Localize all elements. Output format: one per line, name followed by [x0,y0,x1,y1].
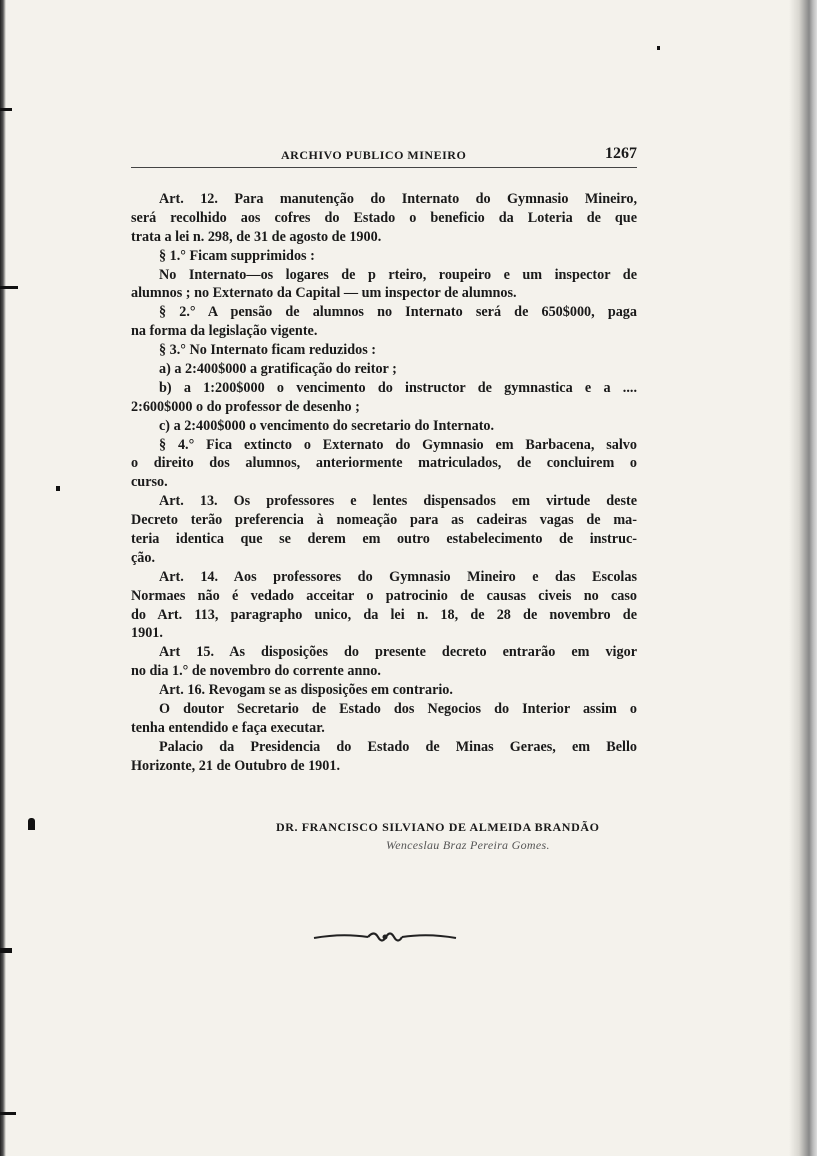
text-line: 2:600$000 o do professor de desenho ; [131,398,360,415]
text-line: ção. [131,549,156,566]
text-line: Decreto terão preferencia à nomeação para as cadeiras vagas de ma- [131,512,637,529]
scan-mark [0,1112,16,1115]
scan-mark [28,818,35,830]
text-line: curso. [131,474,168,491]
text-line: b) a 1:200$000 o vencimento do instructor de gymnastica e a .... [159,379,637,396]
signature-secondary: Wenceslau Braz Pereira Gomes. [386,838,550,852]
scan-mark [0,948,12,953]
body-text [131,190,637,776]
text-line: tenha entendido e faça executar. [131,719,325,736]
text-line: Art. 14. Aos professores do Gymnasio Mineiro e das Escolas [159,568,637,585]
scan-mark [657,46,660,50]
scan-right-edge [789,0,817,1156]
end-ornament-icon [312,926,458,948]
text-line: Palacio da Presidencia do Estado de Minas Geraes, em Bello [159,738,637,755]
text-line: 1901. [131,625,163,642]
text-line: Art. 12. Para manutenção do Internato do Gymnasio Mineiro, [159,191,637,207]
header-rule [131,167,637,168]
header-title: ARCHIVO PUBLICO MINEIRO [281,148,467,162]
text-line: trata a lei n. 298, de 31 de agosto de 1900. [131,228,382,245]
text-line: § 2.° A pensão de alumnos no Internato será de 650$000, paga [159,304,637,321]
text-line: Art. 13. Os professores e lentes dispensados em virtude deste [159,493,637,510]
text-line: § 4.° Fica extincto o Externato do Gymnasio em Barbacena, salvo [159,436,637,453]
text-line: Horizonte, 21 de Outubro de 1901. [131,757,341,774]
scan-left-edge [0,0,6,1156]
scan-mark [0,108,12,111]
scan-mark [56,486,60,491]
text-line: alumnos ; no Externato da Capital — um inspector de alumnos. [131,285,517,302]
text-line: teria identica que se derem em outro estabelecimento de instruc- [131,531,637,548]
text-line: na forma da legislação vigente. [131,323,318,340]
scan-mark [0,286,18,289]
text-line: § 1.° Ficam supprimidos : [159,247,315,264]
text-line: No Internato—os logares de p rteiro, roupeiro e um inspector de [159,266,637,283]
text-line: será recolhido aos cofres do Estado o beneficio da Loteria de que [131,209,637,226]
text-line: c) a 2:400$000 o vencimento do secretario do Internato. [159,417,495,434]
text-line: a) a 2:400$000 a gratificação do reitor ; [159,361,397,378]
text-line: do Art. 113, paragrapho unico, da lei n. 18, de 28 de novembro de [131,606,637,623]
text-line: Art 15. As disposições do presente decreto entrarão em vigor [159,644,637,661]
page-number: 1267 [605,145,637,162]
running-header [131,145,637,168]
text-line: O doutor Secretario de Estado dos Negocios do Interior assim o [159,701,637,718]
text-line: no dia 1.° de novembro do corrente anno. [131,663,381,680]
text-line: Normaes não é vedado acceitar o patrocinio de causas civeis no caso [131,587,637,604]
text-line: Art. 16. Revogam se as disposições em contrario. [159,682,453,699]
text-line: o direito dos alumnos, anteriormente matriculados, de concluirem o [131,455,637,472]
signature-primary: DR. FRANCISCO SILVIANO DE ALMEIDA BRANDÃO [276,820,600,834]
text-line: § 3.° No Internato ficam reduzidos : [159,342,377,359]
